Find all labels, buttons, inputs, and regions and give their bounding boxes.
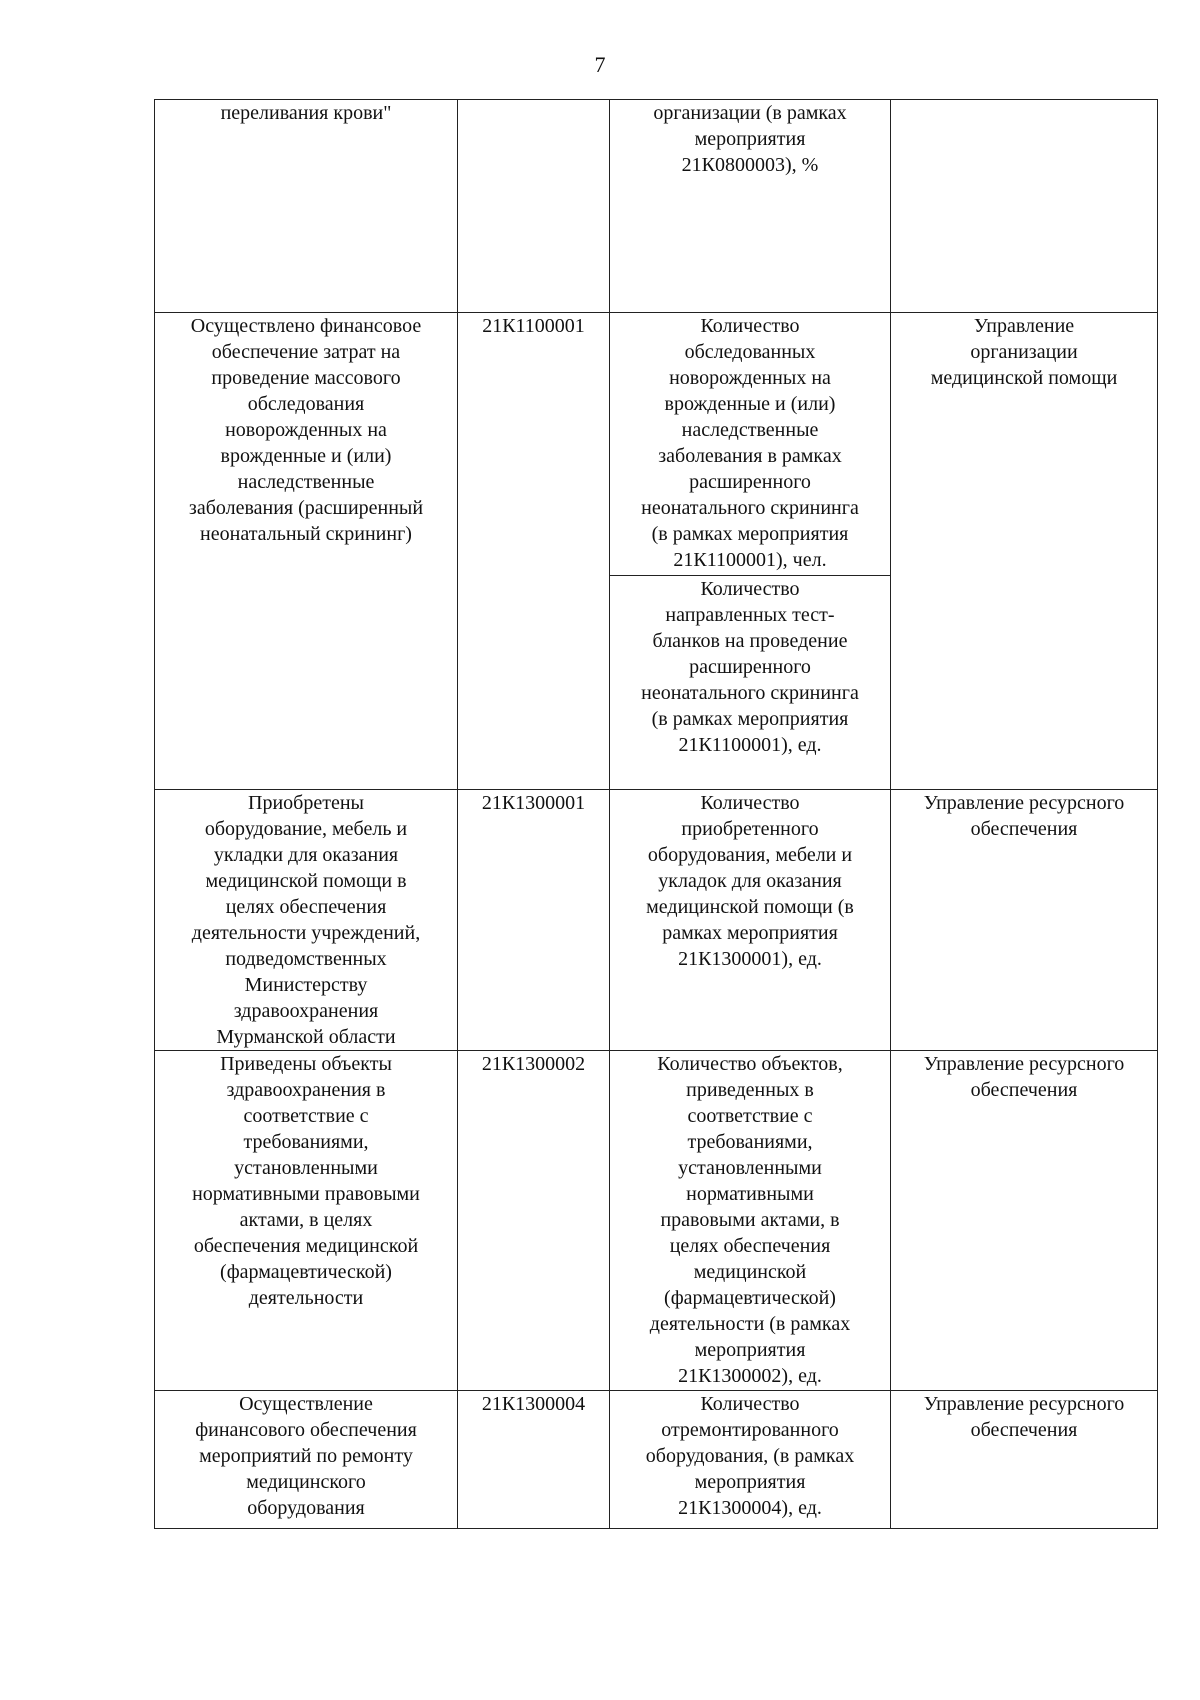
code-cell: 21К1300002 <box>458 1051 610 1391</box>
department-cell <box>891 100 1158 313</box>
indicator-cell: Количество приобретенного оборудования, мебели и укладок для оказания медицинской помощи (в рамках мероприятия 21К1300001), ед. <box>610 790 891 1051</box>
indicator-cell: организации (в рамках мероприятия 21К0800003), % <box>610 100 891 313</box>
table-row <box>155 1391 1158 1529</box>
result-cell: Приобретены оборудование, мебель и укладки для оказания медицинской помощи в целях обеспечения деятельности учреждений, подведомственных Министерству здравоохранения Мурманской области <box>155 790 458 1051</box>
result-cell: Осуществлено финансовое обеспечение затрат на проведение массового обследования новорожденных на врожденные и (или) наследственные заболевания (расширенный неонатальный скрининг) <box>155 313 458 790</box>
table-row <box>155 1051 1158 1391</box>
results-table <box>154 99 1158 1529</box>
indicator-cell: Количество отремонтированного оборудования, (в рамках мероприятия 21К1300004), ед. <box>610 1391 891 1529</box>
table-row <box>155 790 1158 1051</box>
indicator-cell: Количество направленных тест- бланков на проведение расширенного неонатального скрининга (в рамках мероприятия 21К1100001), ед. <box>610 576 891 790</box>
table-row <box>155 313 1158 576</box>
department-cell: Управление ресурсного обеспечения <box>891 1051 1158 1391</box>
result-cell: Осуществление финансового обеспечения мероприятий по ремонту медицинского оборудования <box>155 1391 458 1529</box>
code-cell: 21К1100001 <box>458 313 610 790</box>
code-cell <box>458 100 610 313</box>
department-cell: Управление организации медицинской помощи <box>891 313 1158 790</box>
department-cell: Управление ресурсного обеспечения <box>891 790 1158 1051</box>
code-cell: 21К1300004 <box>458 1391 610 1529</box>
result-cell: Приведены объекты здравоохранения в соответствие с требованиями, установленными нормативными правовыми актами, в целях обеспечения медицинской (фармацевтической) деятельности <box>155 1051 458 1391</box>
code-cell: 21К1300001 <box>458 790 610 1051</box>
indicator-cell: Количество объектов, приведенных в соответствие с требованиями, установленными нормативными правовыми актами, в целях обеспечения медицинской (фармацевтической) деятельности (в рамках мероприятия 21К1300002), ед. <box>610 1051 891 1391</box>
department-cell: Управление ресурсного обеспечения <box>891 1391 1158 1529</box>
table-row <box>155 100 1158 313</box>
indicator-cell: Количество обследованных новорожденных на врожденные и (или) наследственные заболевания в рамках расширенного неонатального скрининга (в рамках мероприятия 21К1100001), чел. <box>610 313 891 576</box>
page-number: 7 <box>594 52 606 77</box>
result-cell: переливания крови" <box>155 100 458 313</box>
